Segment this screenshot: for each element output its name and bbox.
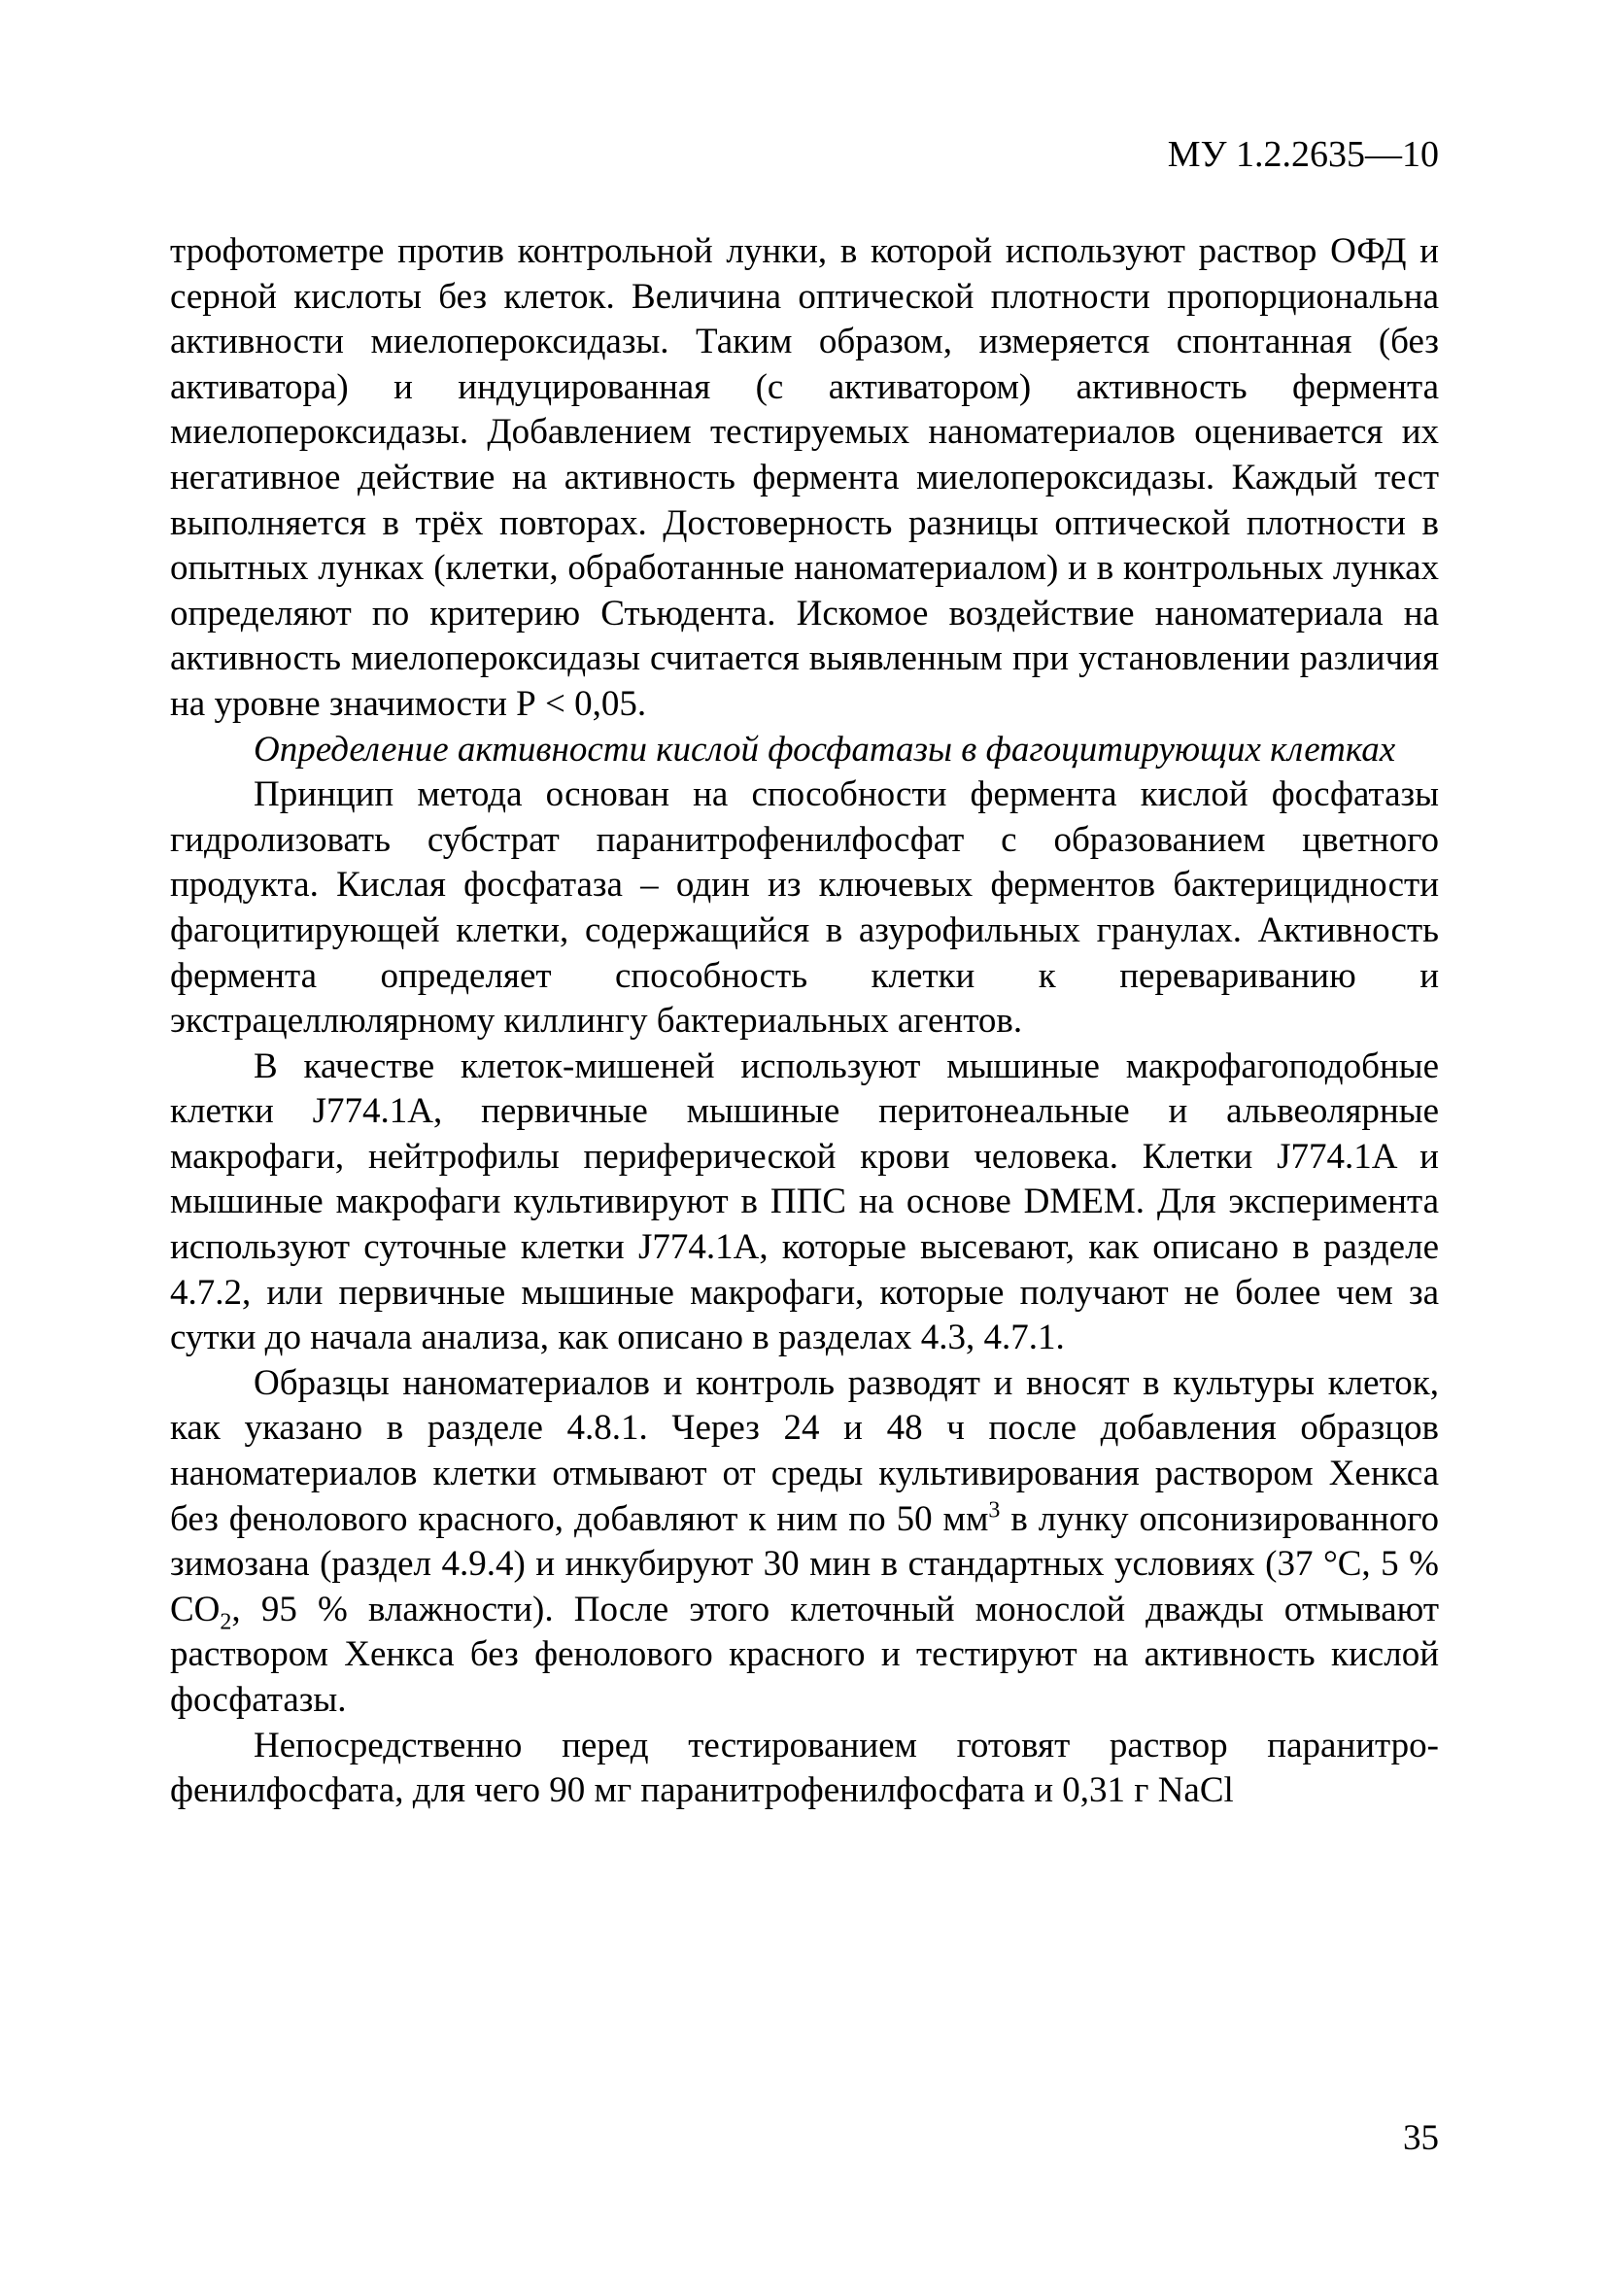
superscript-cube: 3 [988,1497,1001,1524]
paragraph-reagent-prep: Непосредственно перед тестированием готовят раствор паранитрофенилфосфата, для чего 90 мг паранитрофенилфосфата и 0,31 г NaCl [170,1725,1439,1811]
document-code-header: МУ 1.2.2635—10 [1167,134,1439,175]
paragraph-method-principle: Принцип метода основан на способности фермента кислой фосфатазы гидролизовать субстрат паранитрофенилфосфат с образованием цветного продукта. Кислая фосфатаза – один из ключевых ферментов бактерицидности фагоцитирующей клетки, содержащийся в азурофильных гранулах. Активность фермента определяет способность клетки к перевариванию и экстрацеллюлярному киллингу бактериальных агентов. [170,774,1439,1042]
section-subheading: Определение активности кислой фосфатазы в фагоцитирующих клетках [254,729,1396,770]
body-text [170,229,1439,1814]
page-number: 35 [1403,2118,1439,2158]
paragraph-sample-prep-part2: в лунку опсонизированного зимозана (раздел 4.9.4) и инкубируют 30 мин в стандартных условиях (37 °C, 5 % CO [170,1498,1439,1629]
paragraph-continued: трофотометре против контрольной лунки, в которой используют раствор ОФД и серной кислоты без клеток. Величина оптической плотности пропорциональна активности миелопероксидазы. Таким образом, измеряется спонтанная (без активатора) и индуцированная (с активатором) активность фермента миелопероксидазы. Добавлением тестируемых наноматериалов оценивается их негативное действие на активность фермента миелопероксидазы. Каждый тест выполняется в трёх повторах. Достоверность разницы оптической плотности в опытных лунках (клетки, обработанные наноматериалом) и в контрольных лунках определяют по критерию Стьюдента. Искомое воздействие наноматериала на активность миелопероксидазы считается выявленным при установлении различия на уровне значимости Р < 0,05. [170,231,1439,724]
paragraph-sample-prep-part3: , 95 % влажности). После этого клеточный монослой дважды отмывают раствором Хенкса без фенолового красного и тестируют на активность кислой фосфатазы. [170,1589,1439,1720]
paragraph-sample-prep [170,1361,1439,1724]
subscript-two: 2 [220,1609,232,1635]
paragraph-target-cells: В качестве клеток-мишеней используют мышиные макрофагоподобные клетки J774.1A, первичные мышиные перитонеальные и альвеолярные макрофаги, нейтрофилы периферической крови человека. Клетки J774.1A и мышиные макрофаги культивируют в ППС на основе DMEM. Для эксперимента используют суточные клетки J774.1A, которые высевают, как описано в разделе 4.7.2, или первичные мышиные макрофаги, которые получают не более чем за сутки до начала анализа, как описано в разделах 4.3, 4.7.1. [170,1045,1439,1358]
paragraph-sample-prep-part1: Образцы наноматериалов и контроль разводят и вносят в культуры клеток, как указано в разделе 4.8.1. Через 24 и 48 ч после добавления образцов наноматериалов клетки отмывают от среды культивирования раствором Хенкса без фенолового красного, добавляют к ним по 50 мм [170,1362,1439,1539]
